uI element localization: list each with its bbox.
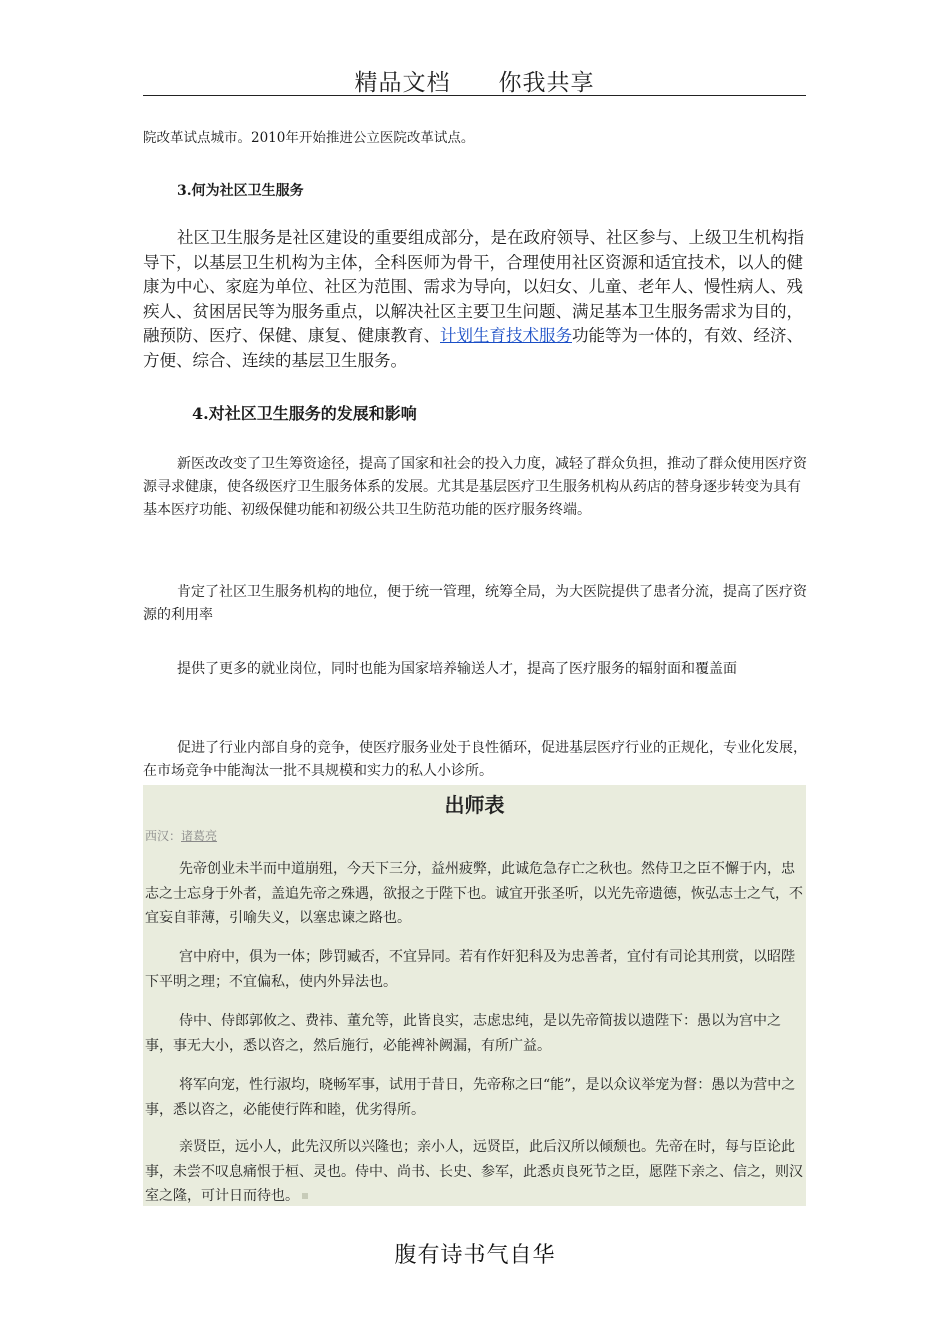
poem-dynasty: 西汉： (145, 829, 182, 843)
poem-author-link[interactable]: 诸葛亮 (181, 829, 218, 843)
header-left-text: 精品文档 (354, 70, 451, 96)
poem-title: 出师表 (444, 793, 505, 817)
poem-paragraph-5 (145, 1135, 807, 1209)
poem-paragraph-5-text: 亲贤臣，远小人，此先汉所以兴隆也；亲小人，远贤臣，此后汉所以倾颓也。先帝在时，每与臣论此事，未尝不叹息痛恨于桓、灵也。侍中、尚书、长史、参军，此悉贞良死节之臣，愿陛下亲之、信之，则汉室之隆，可计日而待也 (145, 1139, 803, 1204)
poem-paragraph-4: 将军向宠，性行淑均，晓畅军事，试用于昔日，先帝称之曰“能”，是以众议举宠为督：愚以为营中之事，悉以咨之，必能使行阵和睦，优劣得所。 (145, 1077, 796, 1118)
section-3-heading: 3.何为社区卫生服务 (177, 183, 304, 199)
section-4-paragraph-4: 促进了行业内部自身的竞争，使医疗服务业处于良性循环，促进基层医疗行业的正规化，专业化发展，在市场竞争中能淘汰一批不具规模和实力的私人小诊所。 (143, 740, 807, 779)
header-right-text: 你我共享 (498, 70, 595, 96)
section-3-text: 社区卫生服务是社区建设的重要组成部分，是在政府领导、社区参与、上级卫生机构指导下，以基层卫生机构为主体，全科医师为骨干，合理使用社区资源和适宜技术，以人的健康为中心、家庭为单位、社区为范围、需求为导向，以妇女、儿童、老年人、慢性病人、残疾人、贫困居民等为服务重点，以解决社区主要卫生问题、满足基本卫生服务需求为目的，融预防、医疗、保健、康复、健康教育、 (143, 228, 804, 345)
family-planning-link[interactable]: 计划生育技术服务 (440, 326, 572, 345)
poem-box (143, 785, 806, 1206)
section-4-paragraph-1: 新医改改变了卫生筹资途径，提高了国家和社会的投入力度，减轻了群众负担，推动了群众使用医疗资源寻求健康，使各级医疗卫生服务体系的发展。尤其是基层医疗卫生服务机构从药店的替身逐步转变为具有基本医疗功能、初级保健功能和初级公共卫生防范功能的医疗服务终端。 (143, 456, 807, 518)
page-header (143, 64, 806, 97)
page-footer: 腹有诗书气自华 (394, 1243, 556, 1268)
continued-paragraph: 院改革试点城市。2010年开始推进公立医院改革试点。 (143, 130, 475, 146)
section-4-paragraph-2: 肯定了社区卫生服务机构的地位，便于统一管理，统筹全局，为大医院提供了患者分流，提高了医疗资源的利用率 (143, 584, 807, 623)
section-3-body (143, 226, 808, 373)
poem-paragraph-3: 侍中、侍郎郭攸之、费祎、董允等，此皆良实，志虑忠纯，是以先帝简拔以遗陛下：愚以为宫中之事，事无大小，悉以咨之，然后施行，必能裨补阙漏，有所广益。 (145, 1013, 781, 1054)
poem-author-line (145, 827, 217, 844)
poem-paragraph-2: 宫中府中，俱为一体；陟罚臧否，不宜异同。若有作奸犯科及为忠善者，宜付有司论其刑赏，以昭陛下平明之理；不宜偏私，使内外异法也。 (145, 949, 795, 990)
scan-artifact-mark (302, 1193, 308, 1199)
poem-end-mark: 。 (285, 1188, 299, 1204)
section-4-paragraph-3: 提供了更多的就业岗位，同时也能为国家培养输送人才，提高了医疗服务的辐射面和覆盖面 (177, 661, 737, 677)
poem-paragraph-1: 先帝创业未半而中道崩殂，今天下三分，益州疲弊，此诚危急存亡之秋也。然侍卫之臣不懈于内，忠志之士忘身于外者，盖追先帝之殊遇，欲报之于陛下也。诚宜开张圣听，以光先帝遗德，恢弘志士之气，不宜妄自菲薄，引喻失义，以塞忠谏之路也。 (145, 861, 803, 926)
header-divider (143, 95, 806, 96)
section-3-text-end: 功能等为一体的，有效、经济、方便、综合、连续的基层卫生服务。 (143, 326, 803, 370)
section-4-heading: 4.对社区卫生服务的发展和影响 (192, 404, 417, 423)
